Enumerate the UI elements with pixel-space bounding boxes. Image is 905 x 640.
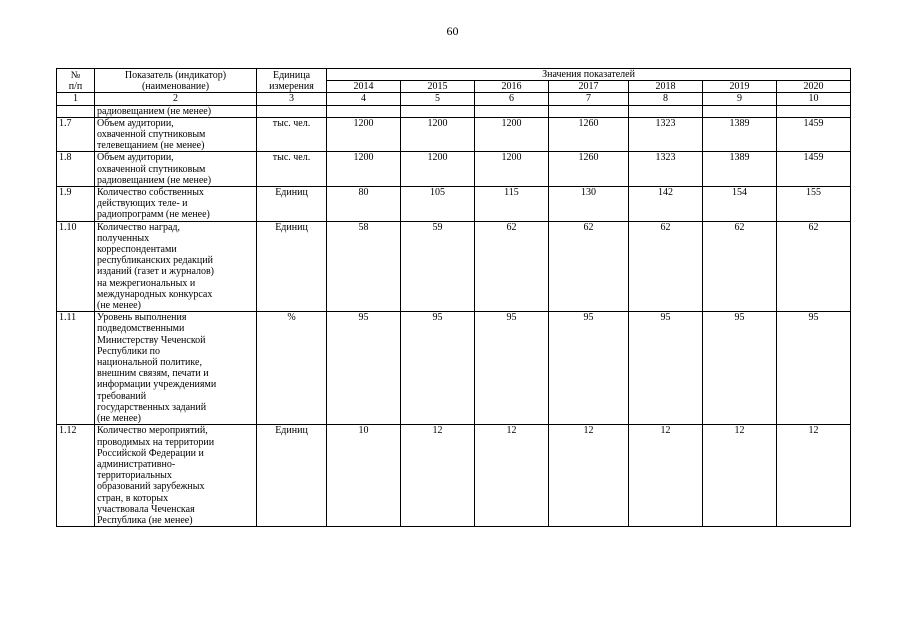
indicator-name-line: радиопрограмм (не менее)	[97, 209, 210, 221]
header-year: 2019	[703, 81, 777, 93]
indicator-name	[95, 152, 257, 187]
value-cell: 12	[549, 425, 629, 527]
continuation-row	[57, 105, 851, 117]
indicator-name-line: Объем аудитории,	[97, 117, 174, 129]
table-row	[57, 187, 851, 222]
value-cell: 95	[475, 312, 549, 425]
unit-cell: Единиц	[257, 221, 327, 312]
value-cell: 95	[401, 312, 475, 425]
value-cell: 12	[401, 425, 475, 527]
row-number: 1.12	[57, 425, 95, 527]
column-numbers-row	[57, 93, 851, 105]
column-number: 10	[777, 93, 851, 105]
indicator-name-line: действующих теле- и	[97, 198, 188, 210]
table-row	[57, 221, 851, 312]
value-cell: 1260	[549, 117, 629, 152]
value-cell: 95	[703, 312, 777, 425]
indicator-name-line: Республики по	[97, 345, 161, 357]
value-cell: 62	[475, 221, 549, 312]
indicator-name-line: радиовещанием (не менее)	[97, 174, 212, 186]
value-cell: 62	[629, 221, 703, 312]
indicator-name-line: административно-	[97, 458, 176, 470]
indicator-name-line: участвовала Чеченская	[97, 503, 195, 515]
indicator-name-line: охваченной спутниковым	[97, 129, 206, 141]
indicator-name-line: образований зарубежных	[97, 481, 205, 493]
value-cell: 95	[549, 312, 629, 425]
header-num-line2: п/п	[68, 80, 83, 92]
indicator-name-line: Количество наград,	[97, 221, 180, 233]
header-unit-line1: Единица	[272, 69, 311, 81]
column-number: 7	[549, 93, 629, 105]
indicator-name-line: государственных заданий	[97, 401, 207, 413]
table-row	[57, 117, 851, 152]
value-cell: 155	[777, 187, 851, 222]
header-year: 2016	[475, 81, 549, 93]
indicator-name	[95, 187, 257, 222]
value-cell: 142	[629, 187, 703, 222]
row-number: 1.11	[57, 312, 95, 425]
value-cell: 12	[629, 425, 703, 527]
value-cell: 1200	[401, 117, 475, 152]
value-cell: 1323	[629, 152, 703, 187]
header-year: 2014	[327, 81, 401, 93]
unit-cell: Единиц	[257, 425, 327, 527]
unit-cell: тыс. чел.	[257, 152, 327, 187]
column-number: 1	[57, 93, 95, 105]
header-num-line1: №	[70, 69, 81, 81]
page-number: 60	[446, 24, 459, 38]
table-row	[57, 312, 851, 425]
value-cell: 10	[327, 425, 401, 527]
data-rows	[57, 117, 851, 526]
indicator-name-line: (не менее)	[97, 300, 141, 312]
table-row	[57, 152, 851, 187]
value-cell: 12	[475, 425, 549, 527]
header-unit-cell	[257, 69, 327, 93]
indicator-name-line: внешним связям, печати и	[97, 368, 209, 380]
value-cell: 1200	[327, 152, 401, 187]
value-cell: 12	[777, 425, 851, 527]
indicator-name-line: стран, в которых	[97, 492, 169, 504]
indicator-name	[95, 221, 257, 312]
indicator-name-line: национальной политике,	[97, 357, 202, 369]
column-number: 6	[475, 93, 549, 105]
indicator-name-line: подведомственными	[97, 323, 185, 335]
row-number: 1.10	[57, 221, 95, 312]
indicator-name-line: полученных	[97, 232, 150, 244]
value-cell: 1200	[475, 152, 549, 187]
value-cell: 154	[703, 187, 777, 222]
value-cell: 115	[475, 187, 549, 222]
value-cell: 1459	[777, 117, 851, 152]
value-cell: 130	[549, 187, 629, 222]
column-number: 2	[95, 93, 257, 105]
value-cell: 1389	[703, 117, 777, 152]
header-num-cell	[57, 69, 95, 93]
unit-cell: тыс. чел.	[257, 117, 327, 152]
value-cell: 95	[629, 312, 703, 425]
value-cell: 95	[777, 312, 851, 425]
column-number: 5	[401, 93, 475, 105]
indicator-name	[95, 312, 257, 425]
value-cell: 62	[549, 221, 629, 312]
indicator-name-line: республиканских редакций	[97, 255, 213, 267]
indicator-name-line: на межрегиональных и	[97, 277, 196, 289]
header-name-line1: Показатель (индикатор)	[124, 69, 227, 81]
value-cell: 80	[327, 187, 401, 222]
indicator-name	[95, 117, 257, 152]
value-cell: 59	[401, 221, 475, 312]
header-unit-line2: измерения	[269, 80, 314, 92]
indicator-name-line: корреспондентами	[97, 244, 177, 256]
row-number: 1.7	[57, 117, 95, 152]
value-cell: 1200	[475, 117, 549, 152]
indicator-name-line: охваченной спутниковым	[97, 163, 206, 175]
indicator-name-line: проводимых на территории	[97, 436, 215, 448]
value-cell: 1260	[549, 152, 629, 187]
indicator-name-line: Уровень выполнения	[97, 312, 187, 324]
header-year: 2015	[401, 81, 475, 93]
value-cell: 1323	[629, 117, 703, 152]
header-year: 2017	[549, 81, 629, 93]
value-cell: 58	[327, 221, 401, 312]
row-number: 1.9	[57, 187, 95, 222]
value-cell: 1200	[401, 152, 475, 187]
header-year: 2020	[777, 81, 851, 93]
value-cell: 1200	[327, 117, 401, 152]
value-cell: 12	[703, 425, 777, 527]
indicator-name-line: Объем аудитории,	[97, 152, 174, 164]
column-number: 9	[703, 93, 777, 105]
indicator-name-line: Количество мероприятий,	[97, 425, 208, 437]
value-cell: 1389	[703, 152, 777, 187]
indicator-name	[95, 425, 257, 527]
indicator-name-line: (не менее)	[97, 413, 141, 425]
indicator-name-line: Российской Федерации и	[97, 447, 204, 459]
indicator-name-line: территориальных	[97, 470, 172, 482]
indicator-name-line: требований	[97, 390, 147, 402]
value-cell: 62	[777, 221, 851, 312]
table-row	[57, 425, 851, 527]
value-cell: 105	[401, 187, 475, 222]
value-cell: 95	[327, 312, 401, 425]
indicator-name-line: телевещанием (не менее)	[97, 140, 205, 152]
value-cell: 1459	[777, 152, 851, 187]
indicator-name-line: информации учреждениями	[97, 379, 217, 391]
indicators-table	[56, 68, 851, 527]
value-cell: 62	[703, 221, 777, 312]
indicator-name-line: Министерству Чеченской	[97, 334, 206, 346]
indicator-name-line: изданий (газет и журналов)	[97, 266, 215, 278]
indicator-name-line: международных конкурсах	[97, 288, 213, 300]
header-row-1	[57, 69, 851, 81]
indicator-name-line: Количество собственных	[97, 187, 204, 199]
column-number: 8	[629, 93, 703, 105]
unit-cell: %	[257, 312, 327, 425]
column-number: 3	[257, 93, 327, 105]
unit-cell: Единиц	[257, 187, 327, 222]
header-values-title: Значения показателей	[327, 69, 851, 81]
column-number: 4	[327, 93, 401, 105]
indicator-name-line: Республика (не менее)	[97, 514, 193, 526]
continuation-text: радиовещанием (не менее)	[95, 105, 257, 117]
header-year: 2018	[629, 81, 703, 93]
header-name-cell	[95, 69, 257, 93]
row-number: 1.8	[57, 152, 95, 187]
header-name-line2: (наименование)	[141, 80, 210, 92]
